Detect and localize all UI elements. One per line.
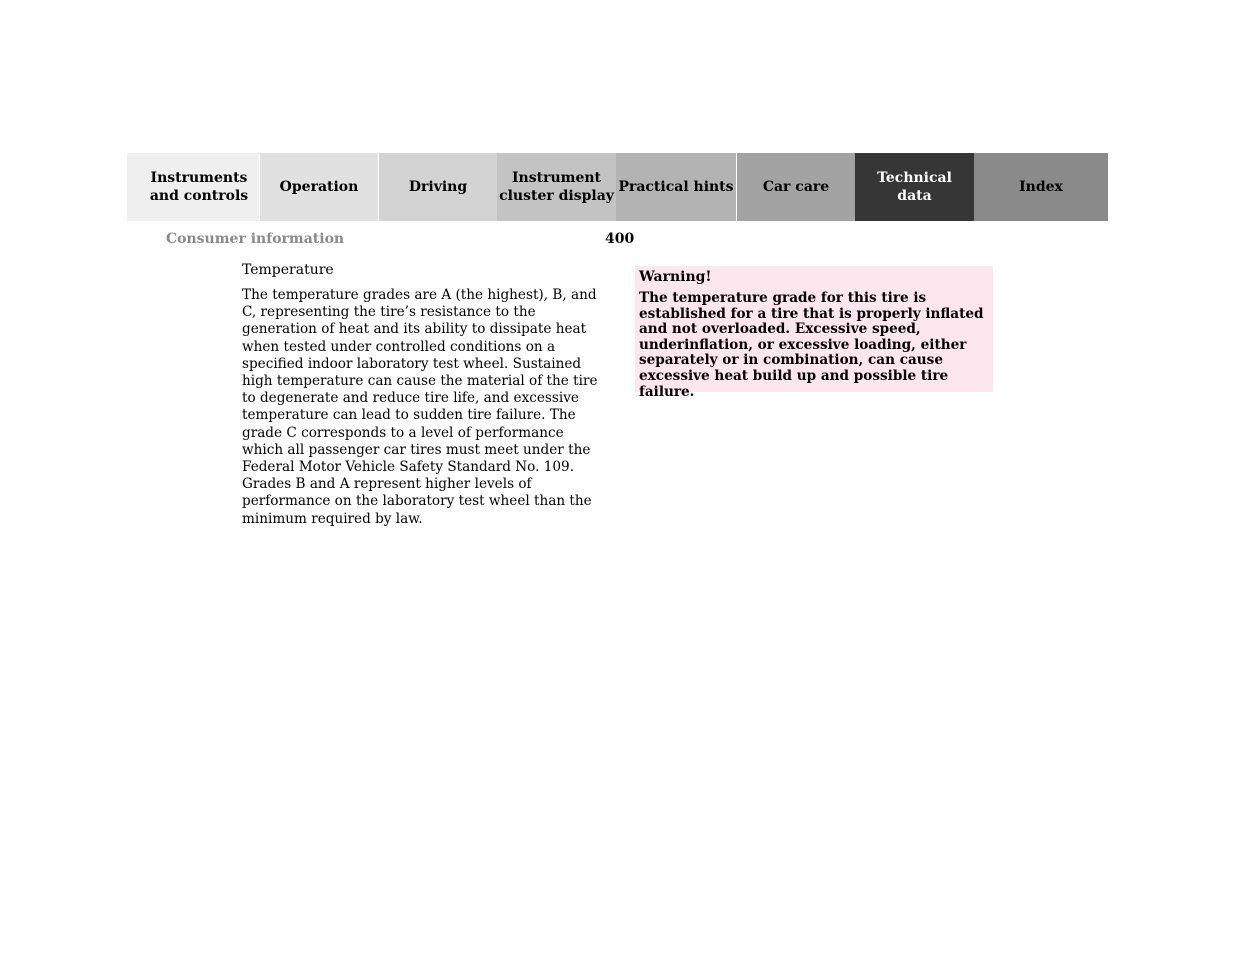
tab-practical-hints[interactable] [616, 153, 736, 221]
page-number: 400 [605, 231, 635, 247]
subsection-heading: Temperature [242, 262, 334, 278]
tab-label-line2: cluster display [499, 188, 614, 204]
tab-label-line2: and controls [149, 188, 249, 204]
body-paragraph: The temperature grades are A (the highest), B, and C, representing the tire’s resistance to the generation of heat and its ability to dissipate heat when tested under controlled conditions on a specified indoor laboratory test wheel. Sustained high temperature can cause the material of the tire to degenerate and reduce tire life, and excessive temperature can lead to sudden tire failure. The grade C corresponds to a level of performance which all passenger car tires must meet under the Federal Motor Vehicle Safety Standard No. 109. Grades B and A represent higher levels of performance on the laboratory test wheel than the minimum required by law. [242, 287, 598, 527]
tab-driving[interactable] [378, 153, 497, 221]
warning-title: Warning! [639, 269, 712, 285]
tab-label: Operation [279, 179, 359, 195]
tab-label-line1: Technical [877, 170, 952, 186]
warning-text: The temperature grade for this tire is established for a tire that is properly inflated and not overloaded. Excessive speed, underinflation, or excessive loading, either separately or in combination, can cause excessive heat build up and possible tire failure. [639, 290, 984, 400]
tab-technical-data[interactable] [855, 153, 974, 221]
tab-label: Car care [762, 179, 830, 195]
tab-index[interactable] [974, 153, 1108, 221]
tab-label: Practical hints [618, 179, 734, 195]
tab-label: Index [1019, 179, 1063, 195]
warning-box [635, 266, 993, 400]
section-tab-bar [127, 153, 1108, 221]
tab-operation[interactable] [259, 153, 378, 221]
tab-instruments-and-controls[interactable] [127, 153, 259, 221]
tab-label-line1: Instruments [150, 170, 248, 186]
section-label: Consumer information [166, 231, 345, 247]
tab-car-care[interactable] [736, 153, 855, 221]
tab-label-line2: data [897, 188, 932, 204]
tab-label-line1: Instrument [512, 170, 601, 186]
tab-label: Driving [408, 179, 468, 195]
tab-instrument-cluster-display[interactable] [497, 153, 616, 221]
